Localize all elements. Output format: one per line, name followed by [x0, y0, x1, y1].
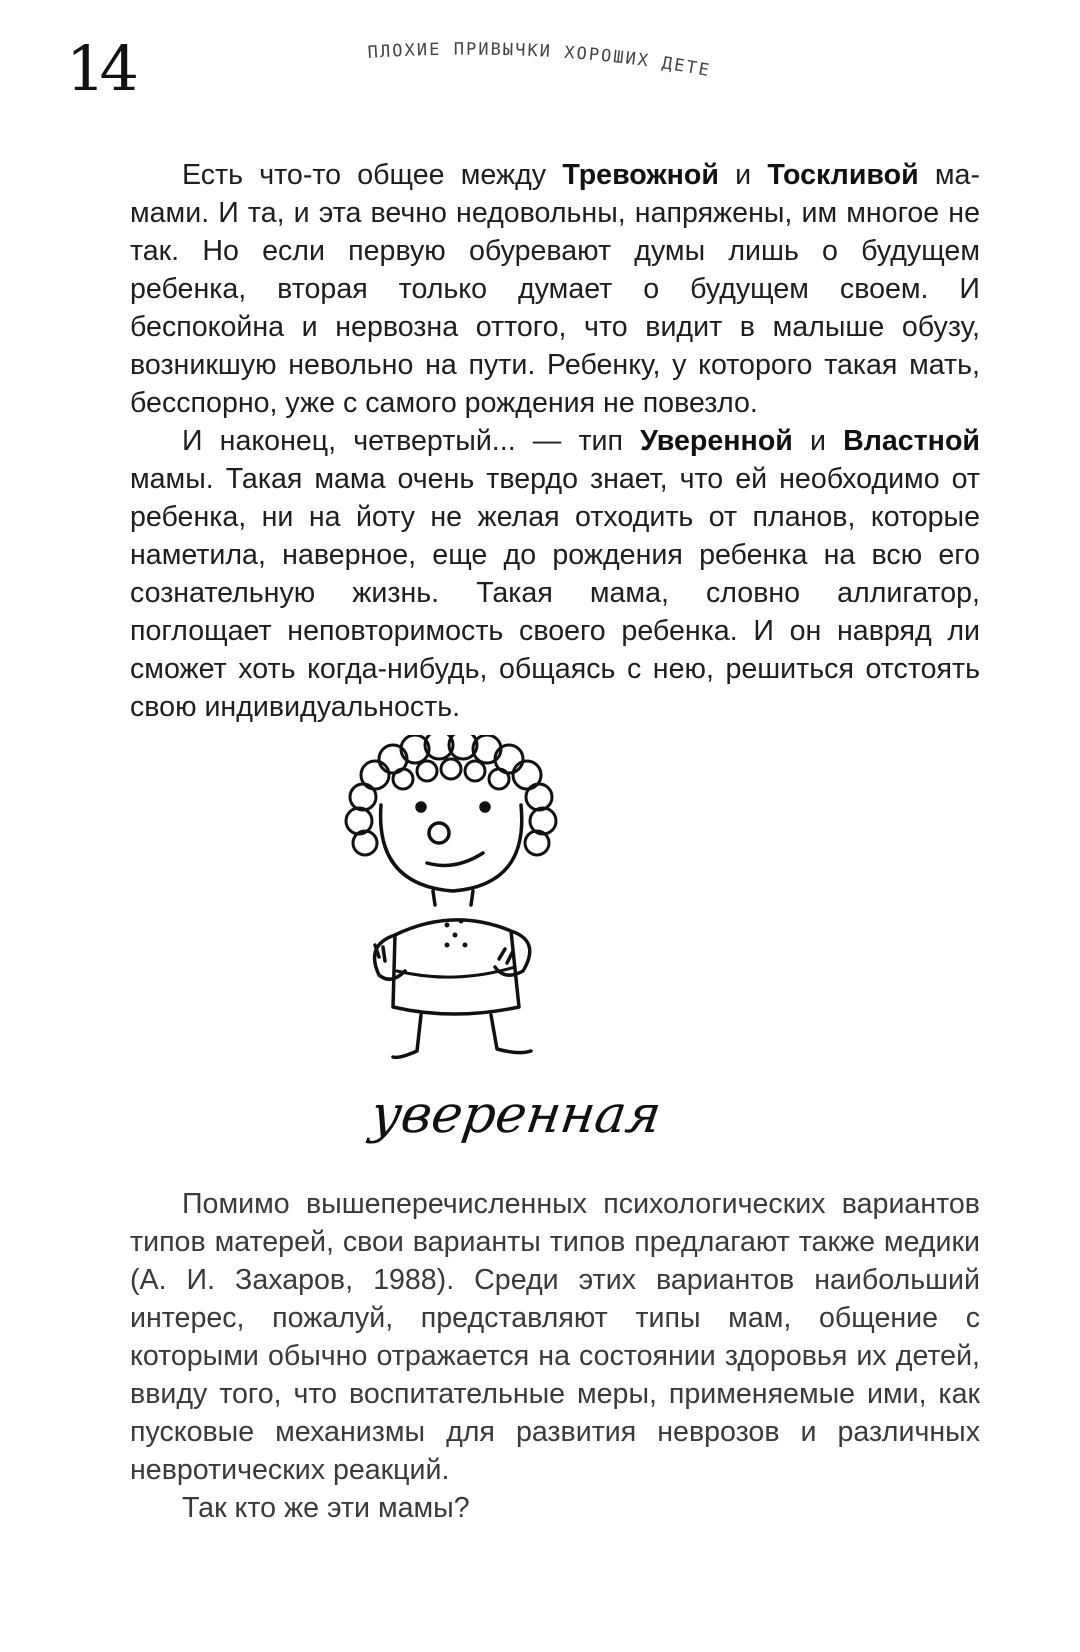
eye-left — [417, 803, 425, 811]
nose — [429, 823, 449, 843]
main-text-bottom — [130, 1185, 980, 1527]
svg-text:ПЛОХИЕ ПРИВЫЧКИ ХОРОШИХ ДЕТЕЙ — [362, 35, 712, 81]
running-head — [361, 37, 748, 112]
page-number: 14 — [66, 32, 133, 105]
term-melancholic: Тоскливой — [767, 159, 919, 191]
paragraph-confident-dominant: И наконец, четвертый... — тип Уверенной и Властной мамы. Такая мама очень твердо знает, что ей необходимо от ребенка, ни на йоту не желая отходить от планов, которые наметила, наверное, еще до рождения ребенка на всю его сознательную жизнь. Такая мама, словно аллигатор, поглощает неповторимость своего ребенка. И он навряд ли сможет хоть когда-нибудь, общаясь с нею, решиться отстоять свою индивидуальность. — [130, 425, 980, 723]
buttons — [445, 919, 468, 948]
term-dominant: Властной — [843, 425, 980, 457]
paragraph-medical-types: Помимо вышеперечисленных психологических вариантов типов матерей, свои варианты типов предлагают также медики (А. И. Захаров, 1988). Среди этих вариантов наибольший интерес, пожалуй, представляют типы мам, общение с которыми обычно отражается на состоянии здоровья их детей, ввиду того, что воспитательные меры, применяемые ими, как пусковые механизмы для развития неврозов и различных невротических реакций. — [130, 1188, 980, 1486]
illustration-caption: уверенная — [367, 1085, 665, 1145]
term-anxious: Тревожной — [562, 159, 719, 191]
eye-right — [481, 803, 489, 811]
paragraph-anxious-melancholic: Есть что-то общее между Тревожной и Тоскливой мамами. И та, и эта вечно недовольны, напряжены, им многое не так. Но если первую обуревают думы лишь о будущем ребенка, вторая только думает о будущем своем. И беспокойна и нервозна оттого, что видит в малыше обузу, возникшую невольно на пути. Ребенку, у которого такая мать, бесспорно, уже с самого рождения не повезло. — [130, 159, 980, 419]
neck — [433, 891, 473, 905]
hair-curls — [346, 735, 556, 855]
confident-mother-illustration — [335, 735, 575, 1065]
leg-left — [393, 1015, 421, 1057]
main-text-top — [130, 156, 980, 726]
mouth — [427, 853, 483, 865]
leg-right — [491, 1015, 531, 1053]
running-head-text: ПЛОХИЕ ПРИВЫЧКИ ХОРОШИХ ДЕТЕЙ — [361, 37, 713, 82]
face-outline — [381, 805, 522, 891]
paragraph-question: Так кто же эти мамы? — [182, 1492, 470, 1524]
hand-right — [499, 949, 513, 963]
hand-left — [375, 945, 385, 961]
term-confident: Уверенной — [640, 425, 793, 457]
